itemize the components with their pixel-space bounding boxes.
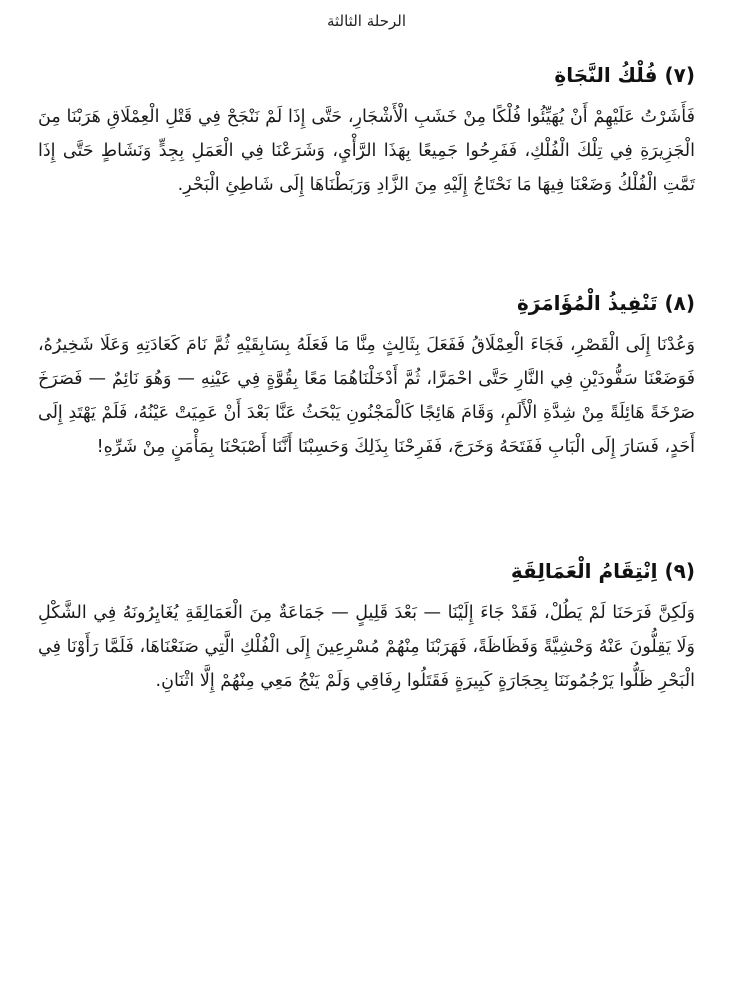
section-9 (38, 556, 695, 698)
section-title: (٩) اِنْتِقَامُ الْعَمَالِقَةِ (510, 559, 695, 583)
running-header: الرحلة الثالثة (326, 12, 407, 30)
section-paragraph: وَعُدْنَا إِلَى الْقَصْرِ، فَجَاءَ الْعِمْلَاقُ فَفَعَلَ بِثَالِثٍ مِنَّا مَا فَعَلَهُ بِسَابِقَيْهِ ثُمَّ نَامَ كَعَادَتِهِ وَعَلَا شَخِيرُهُ، فَوَضَعْنَا سَفُّودَيْنِ فِي النَّارِ حَتَّى احْمَرَّا، ثُمَّ أَدْخَلْنَاهُمَا مَعًا بِقُوَّةٍ فِي عَيْنِهِ — وَهُوَ نَائِمٌ — فَصَرَخَ صَرْخَةً هَائِلَةً مِنْ شِدَّةِ الْأَلَمِ، وَقَامَ هَائِجًا كَالْمَجْنُونِ يَبْحَثُ عَنَّا بَعْدَ أَنْ عَمِيَتْ عَيْنُهُ، فَلَمْ يَهْتَدِ إِلَى أَحَدٍ، فَسَارَ إِلَى الْبَابِ فَفَتَحَهُ وَخَرَجَ، فَفَرِحْنَا بِذَلِكَ وَحَسِبْنَا أَنَّنَا أَصْبَحْنَا بِمَأْمَنٍ مِنْ شَرِّهِ! (38, 335, 695, 457)
section-title: (٧) فُلْكُ النَّجَاةِ (554, 63, 695, 87)
section-title: (٨) تَنْفِيذُ الْمُؤَامَرَةِ (516, 291, 695, 315)
section-paragraph: وَلَكِنَّ فَرَحَنَا لَمْ يَطُلْ، فَقَدْ جَاءَ إِلَيْنَا — بَعْدَ قَلِيلٍ — جَمَاعَةٌ مِنَ الْعَمَالِقَةِ يُغَايِرُونَهُ فِي الشَّكْلِ وَلَا يَقِلُّونَ عَنْهُ وَحْشِيَّةً وَفَظَاظَةً، فَهَرَبْنَا مِنْهُمْ مُسْرِعِينَ إِلَى الْفُلْكِ الَّتِي صَنَعْنَاهَا، فَلَمَّا رَأَوْنَا فِي الْبَحْرِ ظَلُّوا يَرْجُمُونَنَا بِحِجَارَةٍ كَبِيرَةٍ فَقَتَلُوا رِفَاقِي وَلَمْ يَنْجُ مَعِي مِنْهُمْ إِلَّا اثْنَانِ. (38, 603, 695, 691)
section-7 (38, 60, 695, 202)
section-paragraph: فَأَشَرْتُ عَلَيْهِمْ أَنْ يُهَيِّئُوا فُلْكًا مِنْ خَشَبِ الْأَشْجَارِ، حَتَّى إِذَا لَمْ نَنْجَحْ فِي قَتْلِ الْعِمْلَاقِ هَرَبْنَا مِنَ الْجَزِيرَةِ فِي تِلْكَ الْفُلْكِ، فَفَرِحُوا جَمِيعًا بِهَذَا الرَّأْيِ، وَشَرَعْنَا فِي الْعَمَلِ بِجِدٍّ وَنَشَاطٍ حَتَّى إِذَا تَمَّتِ الْفُلْكُ وَضَعْنَا فِيهَا مَا نَحْتَاجُ إِلَيْهِ مِنَ الزَّادِ وَرَبَطْنَاهَا إِلَى شَاطِئِ الْبَحْرِ. (38, 107, 695, 195)
section-8 (38, 288, 695, 464)
